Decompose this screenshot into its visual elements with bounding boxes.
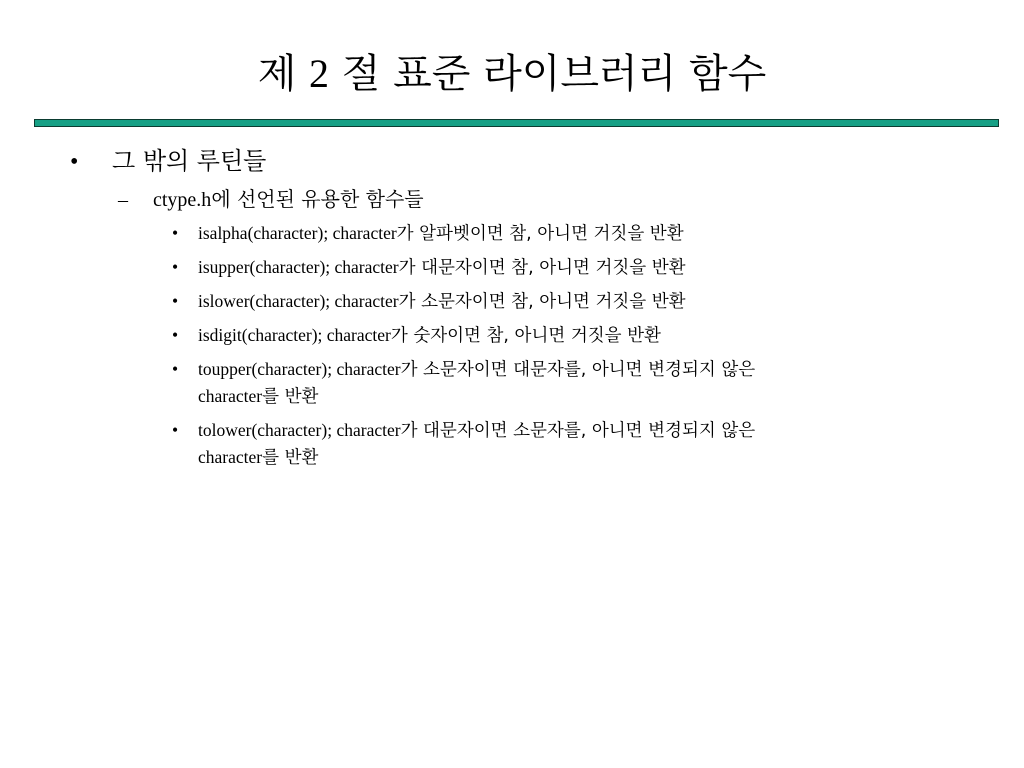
function-list-item — [170, 254, 970, 281]
level1-text: 그 밖의 루틴들 — [112, 147, 267, 175]
title-suffix: 절 표준 라이브러리 함수 — [329, 51, 767, 97]
bullet-dot-icon: • — [172, 359, 179, 379]
function-list-item — [170, 322, 970, 349]
function-list-item — [170, 356, 970, 410]
function-description: 가 소문자이면 대문자를, 아니면 변경되지 않은 — [400, 360, 756, 380]
function-signature: isdigit(character); character — [198, 325, 391, 345]
title-divider-bar — [34, 119, 999, 127]
bullet-dot-icon: • — [70, 149, 79, 175]
function-description: 가 소문자이면 참, 아니면 거짓을 반환 — [398, 292, 686, 312]
bullet-dot-icon: • — [172, 291, 179, 311]
function-signature: isalpha(character); character — [198, 223, 397, 243]
function-list-item — [170, 288, 970, 315]
function-signature: isupper(character); character — [198, 257, 399, 277]
function-description: 가 대문자이면 참, 아니면 거짓을 반환 — [398, 258, 686, 278]
function-signature: islower(character); character — [198, 291, 399, 311]
bullet-dot-icon: • — [172, 325, 179, 345]
function-signature: toupper(character); character — [198, 359, 401, 379]
continuation-code: character — [198, 447, 263, 467]
bullet-dot-icon: • — [172, 223, 179, 243]
function-description: 가 숫자이면 참, 아니면 거짓을 반환 — [390, 326, 661, 346]
slide-title — [0, 44, 1024, 104]
function-description: 가 대문자이면 소문자를, 아니면 변경되지 않은 — [400, 421, 756, 441]
function-list-item — [170, 417, 970, 471]
continuation-text: 를 반환 — [262, 387, 319, 407]
bullet-level1 — [70, 144, 266, 179]
title-prefix: 제 — [257, 51, 310, 97]
function-signature: tolower(character); character — [198, 420, 401, 440]
function-list-item — [170, 220, 970, 247]
continuation-code: character — [198, 386, 263, 406]
function-description: 가 알파벳이면 참, 아니면 거짓을 반환 — [396, 224, 684, 244]
level2-code: ctype.h — [153, 189, 212, 211]
bullet-dot-icon: • — [172, 257, 179, 277]
bullet-level2 — [118, 184, 424, 215]
title-number: 2 — [309, 51, 330, 96]
bullet-dash-icon: – — [118, 189, 128, 211]
continuation-text: 를 반환 — [262, 448, 319, 468]
bullet-dot-icon: • — [172, 420, 179, 440]
level2-text: 에 선언된 유용한 함수들 — [211, 187, 424, 211]
function-list — [170, 220, 970, 478]
